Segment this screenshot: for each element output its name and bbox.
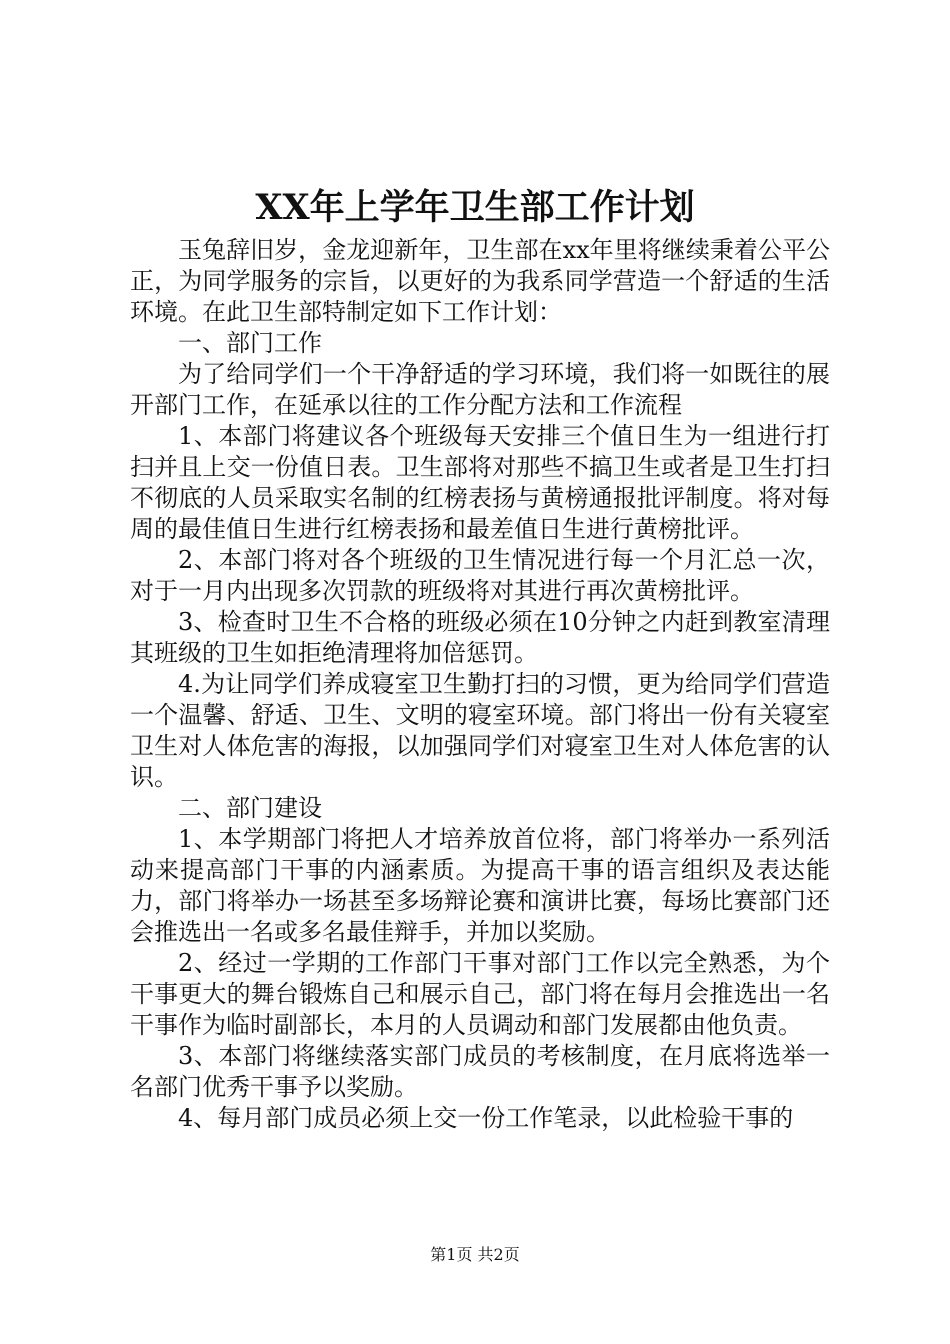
department-building-item-2: 2、经过一学期的工作部门干事对部门工作以完全熟悉，为个干事更大的舞台锻炼自己和展示自己，部门将在每月会推选出一名干事作为临时副部长，本月的人员调动和部门发展都由他负责。 (130, 949, 830, 1039)
document-title: XX年上学年卫生部工作计划 (255, 187, 695, 228)
department-work-item-4: 4.为让同学们养成寝室卫生勤打扫的习惯，更为给同学们营造一个温馨、舒适、卫生、文明的寝室环境。部门将出一份有关寝室卫生对人体危害的海报，以加强同学们对寝室卫生对人体危害的认识。 (130, 670, 830, 791)
department-building-item-4: 4、每月部门成员必须上交一份工作笔录，以此检验干事的 (178, 1104, 794, 1132)
department-work-item-1: 1、本部门将建议各个班级每天安排三个值日生为一组进行打扫并且上交一份值日表。卫生部将对那些不搞卫生或者是卫生打扫不彻底的人员采取实名制的红榜表扬与黄榜通报批评制度。将对每周的最佳值日生进行红榜表扬和最差值日生进行黄榜批评。 (130, 422, 830, 543)
page-number-footer: 第1页 共2页 (430, 1245, 520, 1264)
section-heading-department-building: 二、部门建设 (178, 794, 322, 822)
department-work-item-3: 3、检查时卫生不合格的班级必须在10分钟之内赶到教室清理其班级的卫生如拒绝清理将加倍惩罚。 (130, 608, 830, 667)
department-building-item-1: 1、本学期部门将把人才培养放首位将，部门将举办一系列活动来提高部门干事的内涵素质。为提高干事的语言组织及表达能力，部门将举办一场甚至多场辩论赛和演讲比赛，每场比赛部门还会推选出一名或多名最佳辩手，并加以奖励。 (130, 825, 830, 946)
department-work-intro: 为了给同学们一个干净舒适的学习环境，我们将一如既往的展开部门工作，在延承以往的工作分配方法和工作流程 (130, 360, 830, 419)
document-body (130, 235, 830, 1134)
section-heading-department-work: 一、部门工作 (178, 329, 322, 357)
department-building-item-3: 3、本部门将继续落实部门成员的考核制度，在月底将选举一名部门优秀干事予以奖励。 (130, 1042, 830, 1101)
department-work-item-2: 2、本部门将对各个班级的卫生情况进行每一个月汇总一次，对于一月内出现多次罚款的班级将对其进行再次黄榜批评。 (130, 546, 830, 605)
intro-paragraph: 玉兔辞旧岁，金龙迎新年，卫生部在xx年里将继续秉着公平公正，为同学服务的宗旨，以更好的为我系同学营造一个舒适的生活环境。在此卫生部特制定如下工作计划： (130, 236, 830, 326)
